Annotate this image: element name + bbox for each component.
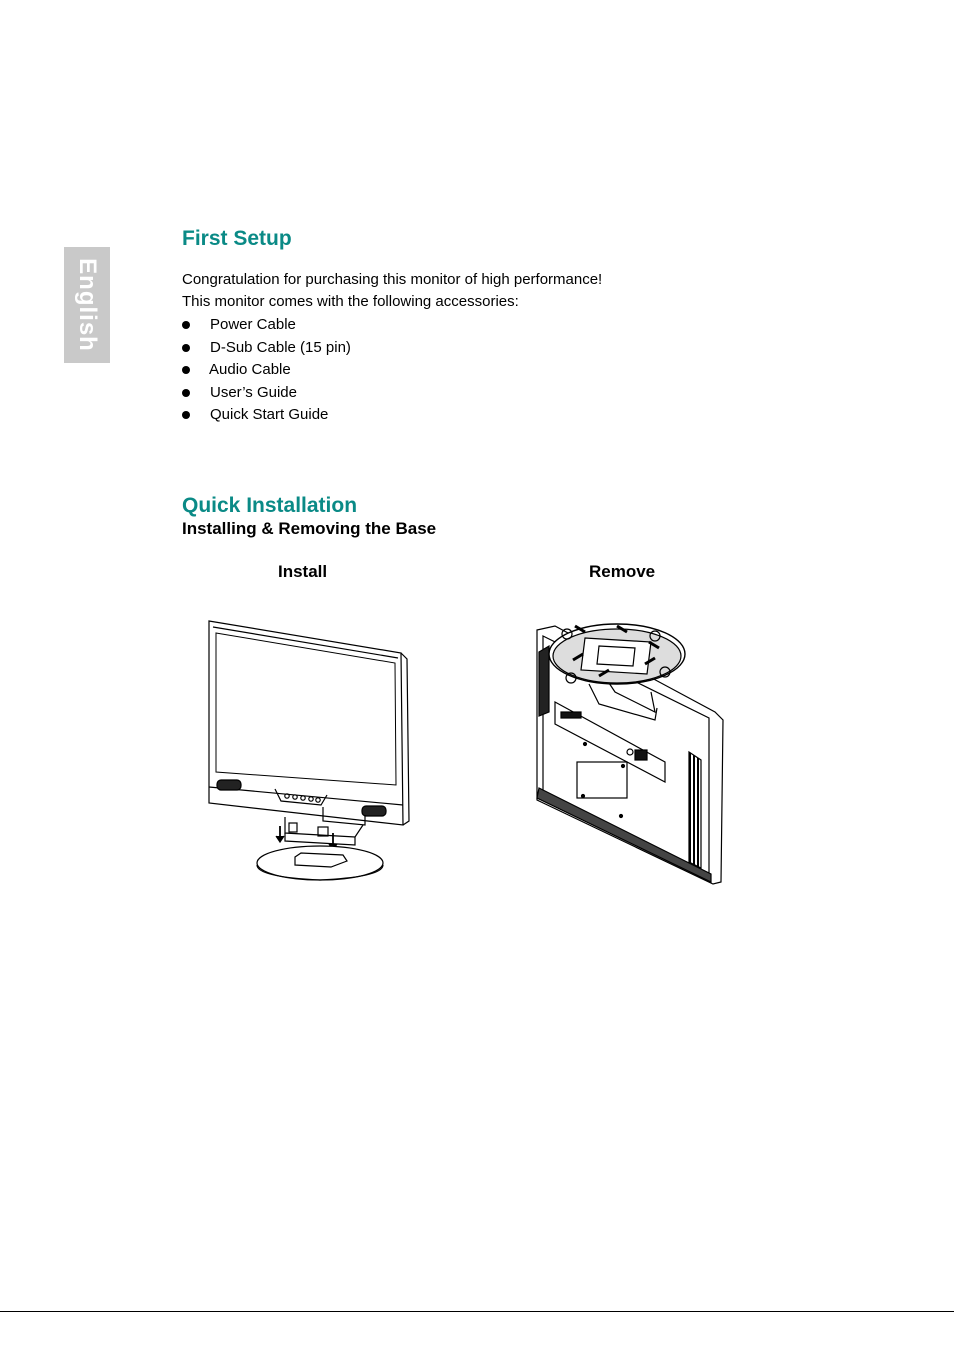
bullet-icon [182,366,190,374]
language-tab-label: English [74,258,102,352]
quick-installation-heading: Quick Installation [182,494,358,517]
accessory-label: Power Cable [210,316,296,333]
footer-divider [0,1311,954,1312]
language-tab [64,247,110,363]
accessory-label: Audio Cable [209,361,291,378]
remove-illustration [525,612,730,890]
bullet-icon [182,321,190,329]
first-setup-heading: First Setup [182,227,292,250]
intro-line-1: Congratulation for purchasing this monitor of high performance! [182,271,603,288]
bullet-icon [182,389,190,397]
install-illustration [205,615,410,885]
bullet-icon [182,411,190,419]
install-remove-subheading: Installing & Removing the Base [182,519,437,538]
accessory-label: D-Sub Cable (15 pin) [210,338,351,356]
accessory-label: User’s Guide [210,383,297,401]
intro-line-2: This monitor comes with the following accessories: [182,293,519,310]
install-label: Install [278,562,328,581]
bullet-icon [182,344,190,352]
remove-label: Remove [589,562,656,581]
accessory-label: Quick Start Guide [210,406,329,423]
